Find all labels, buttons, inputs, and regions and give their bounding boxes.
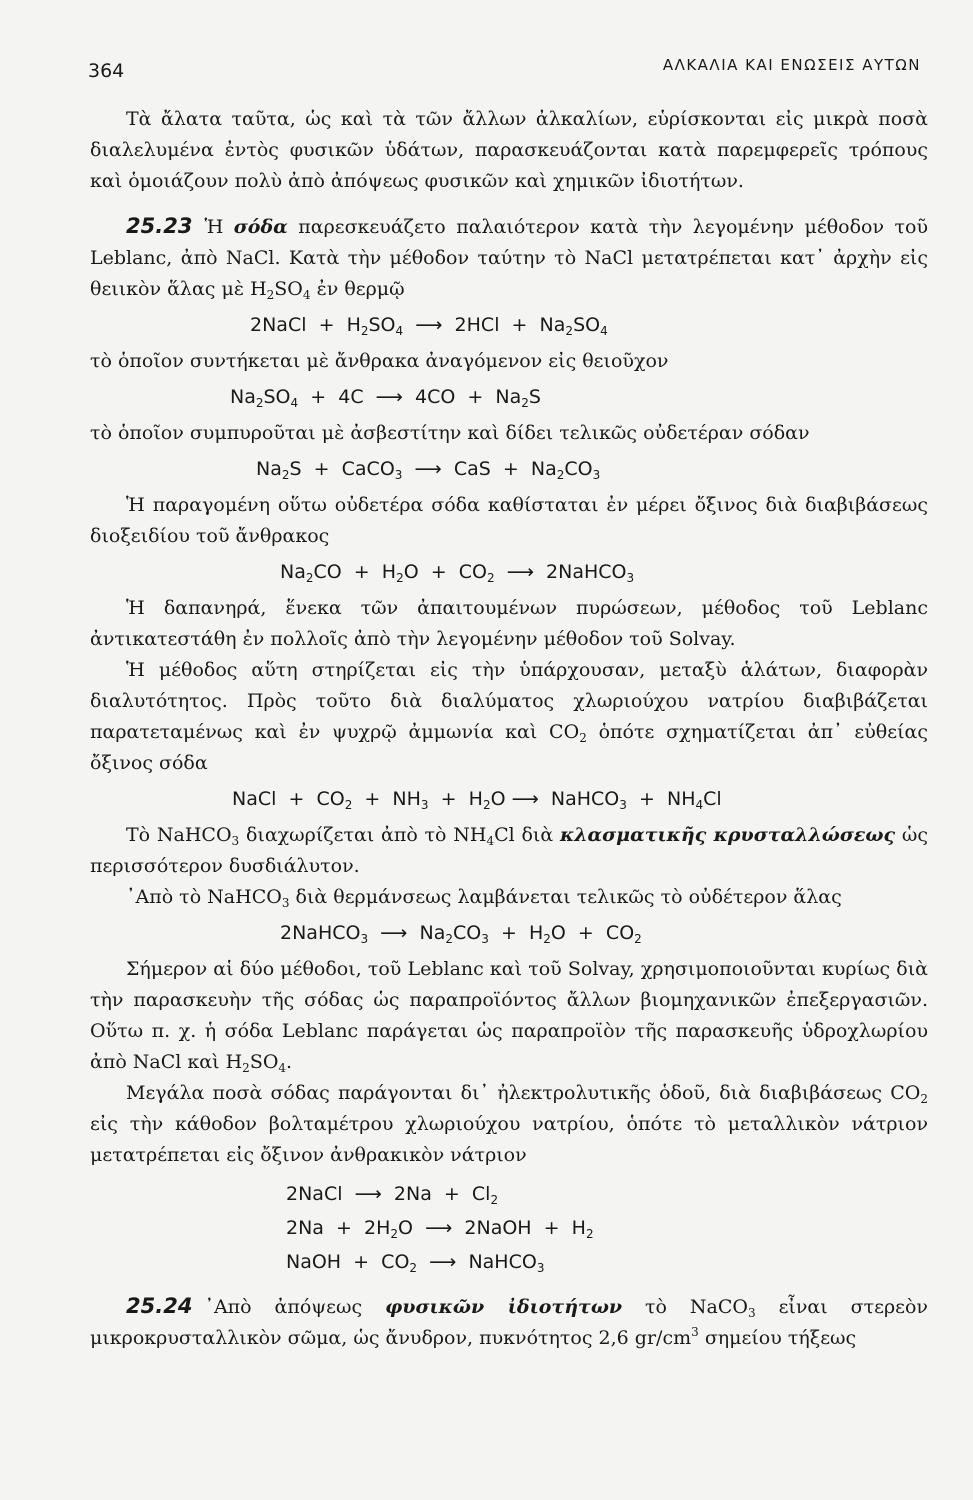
page-body [90,104,928,1354]
equation-6: 2NaHCO$_3$ ⟶ $Na_2CO_3 + H_2O + CO_2$ [280,922,642,946]
text-crystallization: Τὸ NaHCO$_3$ διαχωρίζεται ἀπὸ τὸ $NH_4Cl$ διὰ κλασματικῆς κρυσταλλώσεως ὡς περισσότερον δυσδιάλυτον. [90,824,929,877]
text-acid-soda: Ἡ παραγομένη οὕτω οὐδετέρα σόδα καθίσταται ἐν μέρει ὄξινος διὰ διαβιβάσεως διοξειδίου τοῦ ἄνθρακος [90,494,928,547]
equation-5: NaCl + $CO_2 + NH_3 + H_2O$ ⟶ NaHCO$_3$ + $NH_4Cl$ [232,788,722,812]
equation-4: $Na_2CO + H_2O + CO_2$ ⟶ 2NaHCO$_3$ [280,561,635,585]
text-limestone: τὸ ὁποῖον συμπυροῦται μὲ ἀσβεστίτην καὶ δίδει τελικῶς οὐδετέραν σόδαν [90,422,810,444]
section-number: 25.23 [126,214,193,238]
text-heating: ᾽Απὸ τὸ NaHCO$_3$ διὰ θερμάνσεως λαμβάνεται τελικῶς τὸ οὐδέτερον ἅλας [126,886,842,910]
paragraph-intro: Τὰ ἄλατα ταῦτα, ὡς καὶ τὰ τῶν ἄλλων ἀλκαλίων, εὑρίσκονται εἰς μικρὰ ποσὰ διαλελυμένα ἐντὸς φυσικῶν ὑδάτων, παρασκευάζονται κατὰ παρεμφερεῖς τρόπους καὶ ὁμοιάζουν πολὺ ἀπὸ ἀπόψεως φυσικῶν καὶ χημικῶν ἰδιοτήτων. [90,108,928,192]
equation-8: $2Na + 2H_2O$ ⟶ 2NaOH + $H_2$ [286,1217,594,1241]
equation-2: $Na_2SO_4 + 4C$ ⟶ $4CO + Na_2S$ [230,386,541,410]
equation-9: NaOH + $CO_2$ ⟶ NaHCO$_3$ [286,1251,545,1275]
section-number-2: 25.24 [126,1294,193,1318]
text-solvay: Ἡ μέθοδος αὕτη στηρίζεται εἰς τὴν ὑπάρχουσαν, μεταξὺ ἁλάτων, διαφορὰν διαλυτότητος. Πρὸς τοῦτο διὰ διαλύματος χλωριούχου νατρίου διαβιβάζεται παρατεταμένως καὶ ἐν ψυχρῷ ἀμμωνία καὶ $CO_2$ ὁπότε σχηματίζεται ἀπ᾽ εὐθείας ὄξινος σόδα [90,659,928,774]
text-leblanc-replaced: Ἡ δαπανηρά, ἕνεκα τῶν ἀπαιτουμένων πυρώσεων, μέθοδος τοῦ Leblanc ἀντικατεστάθη ἐν πολλοῖς ἀπὸ τὴν λεγομένην μέθοδον τοῦ Solvay. [90,597,928,650]
section-25-23: 25.23 Ἡ σόδα παρεσκευάζετο παλαιότερον κατὰ τὴν λεγομένην μέθοδον τοῦ Leblanc, ἀπὸ NaCl. Κατὰ τὴν μέθοδον ταύτην τὸ NaCl μετατρέπεται κατ᾽ ἀρχὴν εἰς θειικὸν ἅλας μὲ $H_2SO_4$ ἐν θερμῷ [90,214,929,302]
term-fractional-crystallization: κλασματικῆς κρυσταλλώσεως [559,824,896,846]
page-number: 364 [88,60,125,82]
equation-group-electrolysis [90,1177,928,1279]
equation-1: 2NaCl + $H_2SO_4$ ⟶ $2HCl + Na_2SO_4$ [250,314,608,338]
page-header [88,52,921,82]
text-electrolytic: Μεγάλα ποσὰ σόδας παράγονται δι᾽ ἠλεκτρολυτικῆς ὁδοῦ, διὰ διαβιβάσεως $CO_2$ εἰς τὴν κάθοδον βολταμέτρου χλωριούχου νατρίου, ὁπότε τὸ μεταλλικὸν νάτριον μετατρέπεται εἰς ὄξινον ἀνθρακικὸν νάτριον [90,1082,928,1166]
term-physical-properties: φυσικῶν ἰδιοτήτων [385,1296,623,1318]
term-soda: σόδα [233,216,288,238]
equation-7: 2NaCl ⟶ $2Na + Cl_2$ [286,1183,499,1207]
equation-3: $Na_2S$ + CaCO$_3$ ⟶ CaS + $Na_2CO_3$ [256,458,601,482]
section-25-24: 25.24 ᾽Απὸ ἀπόψεως φυσικῶν ἰδιοτήτων τὸ NaCO$_3$ εἶναι στερεὸν μικροκρυσταλλικὸν σῶμα, ὡς ἄνυδρον, πυκνότητος 2,6 $gr/cm^3$ σημείου τήξεως [90,1294,928,1349]
running-head: ΑΛΚΑΛΙΑ ΚΑΙ ΕΝΩΣΕΙΣ ΑΥΤΩΝ [662,56,921,74]
text-reduction: τὸ ὁποῖον συντήκεται μὲ ἄνθρακα ἀναγόμενον εἰς θειοῦχον [90,350,669,372]
text-today: Σήμερον αἱ δύο μέθοδοι, τοῦ Leblanc καὶ τοῦ Solvay, χρησιμοποιοῦνται κυρίως διὰ τὴν παρασκευὴν τῆς σόδας ὡς παραπροϊόντος ἄλλων βιομηχανικῶν ἐπεξεργασιῶν. Οὕτω π. χ. ἡ σόδα Leblanc παράγεται ὡς παραπροϊὸν τῆς παρασκευῆς ὑδροχλωρίου ἀπὸ NaCl καὶ $H_2SO_4$. [90,958,928,1075]
